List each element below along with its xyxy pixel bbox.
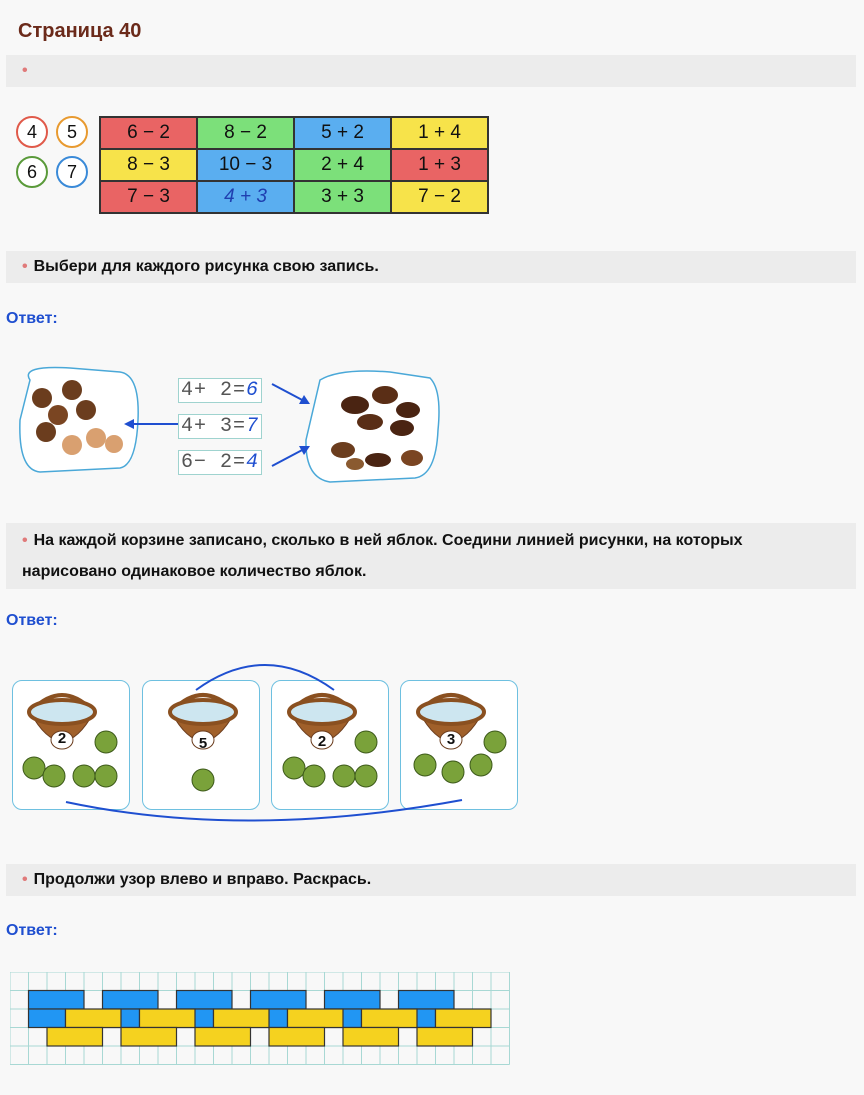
basket-label: 2	[317, 733, 327, 750]
apple-icon	[333, 765, 355, 787]
bullet: •	[22, 871, 28, 888]
table-cell: 5 + 2	[294, 117, 391, 149]
table-cell: 7 − 2	[391, 181, 488, 213]
table-cell: 6 − 2	[100, 117, 197, 149]
table-cell: 4 + 3	[197, 181, 294, 213]
equation: 6− 2=4	[178, 450, 262, 475]
equation: 4+ 2=6	[178, 378, 262, 403]
connect-line	[196, 665, 334, 690]
pattern-block-yellow	[362, 1009, 418, 1028]
pattern-block-yellow	[47, 1028, 103, 1047]
apple-icon	[484, 731, 506, 753]
pattern-block-yellow	[121, 1028, 177, 1047]
equation-answer: 6	[246, 379, 260, 402]
number-circle: 5	[56, 116, 88, 148]
pattern-block-yellow	[436, 1009, 492, 1028]
pattern-block-blue	[29, 991, 85, 1010]
table-cell: 8 − 3	[100, 149, 197, 181]
bullet: •	[22, 532, 28, 549]
task-3: • Продолжи узор влево и вправо. Раскрась.	[6, 864, 856, 896]
connect-line	[66, 800, 462, 821]
table-cell: 2 + 4	[294, 149, 391, 181]
pattern-block-blue	[29, 1009, 66, 1028]
task-1: • Выбери для каждого рисунка свою запись.	[6, 251, 856, 283]
pattern-block-yellow	[269, 1028, 325, 1047]
apple-icon	[23, 757, 45, 779]
answer-label: Ответ:	[6, 310, 58, 327]
task-0	[6, 55, 856, 87]
basket-label: 5	[198, 735, 208, 752]
table-cell: 7 − 3	[100, 181, 197, 213]
apple-icon	[355, 731, 377, 753]
apple-icon	[355, 765, 377, 787]
bullet: •	[22, 62, 28, 79]
page-title: Страница 40	[18, 20, 142, 42]
pattern-block-yellow	[288, 1009, 344, 1028]
pattern-block-blue	[103, 991, 159, 1010]
answer-label: Ответ:	[6, 922, 58, 939]
bullet: •	[22, 258, 28, 275]
expression-table	[99, 116, 489, 214]
pattern-block-blue	[177, 991, 233, 1010]
number-circle: 4	[16, 116, 48, 148]
pattern-block-yellow	[195, 1028, 251, 1047]
apple-icon	[192, 769, 214, 791]
table-cell: 1 + 3	[391, 149, 488, 181]
pattern-block-yellow	[140, 1009, 196, 1028]
table-cell: 8 − 2	[197, 117, 294, 149]
answer-label: Ответ:	[6, 612, 58, 629]
equation-answer: 4	[246, 451, 260, 474]
apple-icon	[442, 761, 464, 783]
pattern-block-yellow	[417, 1028, 473, 1047]
arrow-line	[272, 448, 306, 466]
equation: 4+ 3=7	[178, 414, 262, 439]
basket-label: 3	[446, 731, 456, 748]
table-cell: 10 − 3	[197, 149, 294, 181]
table-row	[100, 117, 488, 149]
pattern-block-blue	[251, 991, 307, 1010]
basket-label: 2	[57, 730, 67, 747]
apple-icon	[95, 731, 117, 753]
apple-icon	[95, 765, 117, 787]
pattern-block-yellow	[66, 1009, 122, 1028]
number-circle: 6	[16, 156, 48, 188]
pattern-block-yellow	[343, 1028, 399, 1047]
equation-answer: 7	[246, 415, 260, 438]
apple-icon	[73, 765, 95, 787]
arrow-line	[272, 384, 306, 402]
pattern-block-yellow	[214, 1009, 270, 1028]
apple-icon	[414, 754, 436, 776]
apple-icon	[43, 765, 65, 787]
number-circle: 7	[56, 156, 88, 188]
apple-icon	[470, 754, 492, 776]
apple-icon	[303, 765, 325, 787]
apple-icon	[283, 757, 305, 779]
pattern-block-blue	[399, 991, 455, 1010]
table-cell: 1 + 4	[391, 117, 488, 149]
task-2: • На каждой корзине записано, сколько в ней яблок. Соедини линией рисунки, на которых нарисовано одинаковое количество яблок.	[6, 523, 856, 589]
table-row	[100, 181, 488, 213]
pattern-block-blue	[325, 991, 381, 1010]
table-row	[100, 149, 488, 181]
pattern-grid	[10, 972, 510, 1067]
table-cell: 3 + 3	[294, 181, 391, 213]
